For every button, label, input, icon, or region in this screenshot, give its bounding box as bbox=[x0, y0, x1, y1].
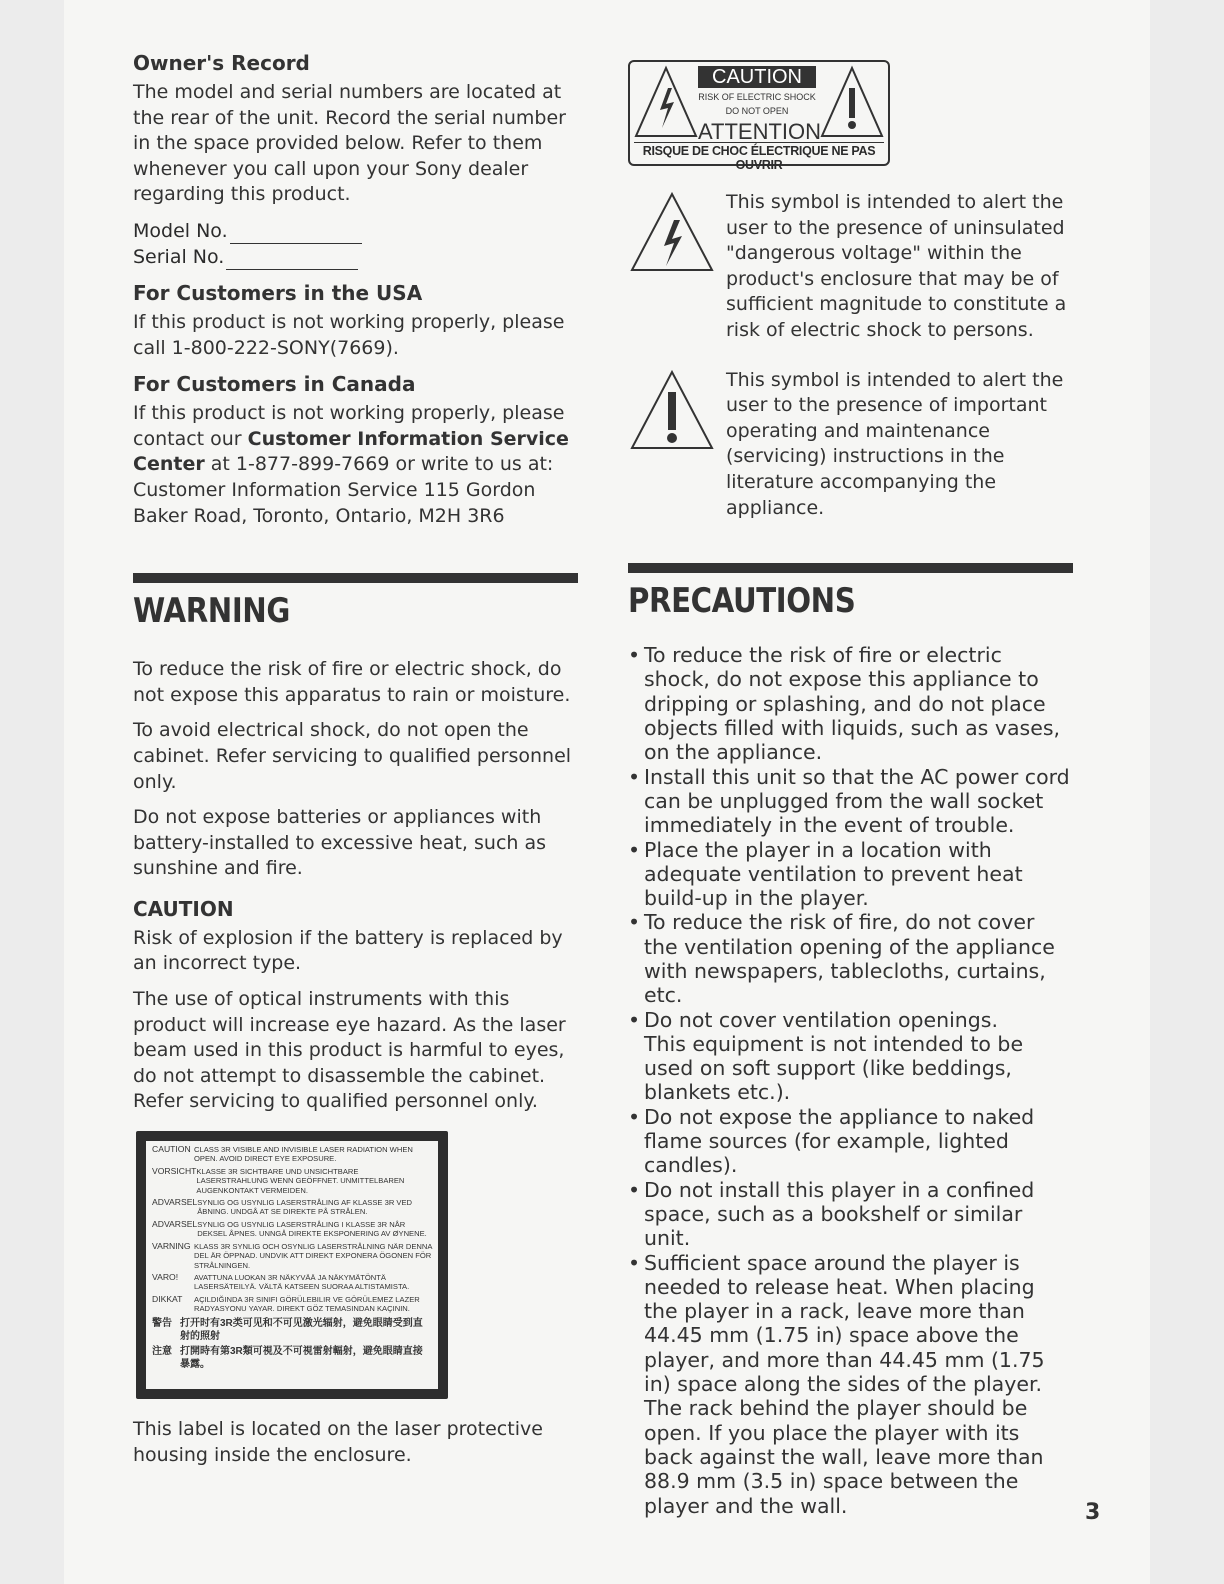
precaution-item: • Sufficient space around the player is needed to release heat. When placing the player in a rack, leave more than 44.45 mm (1.75 in) space above the player, and more than 44.45 mm (1.75 in) space along the sides of the player. The rack behind the player should be open. If you place the player with its back against the wall, leave more than 88.9 mm (3.5 in) space between the player and the wall. bbox=[628, 1251, 1073, 1518]
caution-sign-title: CAUTION bbox=[698, 66, 816, 88]
precaution-item-text: Do not cover ventilation openings. bbox=[644, 1007, 999, 1032]
canada-body-pre: If this product is not working properly, please contact our bbox=[133, 402, 565, 450]
laser-label-row-text: SYNLIG OG USYNLIG LASERSTRÅLING AF KLASSE 3R VED ÅBNING. UNDGÅ AT SE DIREKTE PÅ STRÅLEN. bbox=[197, 1198, 413, 1217]
precaution-item: • To reduce the risk of fire, do not cover the ventilation opening of the appliance with newspapers, tablecloths, curtains, etc. bbox=[628, 910, 1073, 1007]
laser-label-cjk-text: 打开时有3R类可见和不可见激光辐射，避免眼睛受到直射的照射 bbox=[180, 1317, 423, 1342]
model-no-field bbox=[133, 218, 578, 244]
exclamation-bar-icon bbox=[849, 88, 855, 118]
exclamation-symbol-row bbox=[628, 368, 1073, 522]
precaution-item-ventilation bbox=[628, 1008, 1073, 1105]
lightning-warning-icon bbox=[628, 190, 718, 274]
laser-label-row-text: KLASS 3R SYNLIG OCH OSYNLIG LASERSTRÅLNING NÄR DENNA DEL ÄR ÖPPNAD. UNDVIK ATT DIREKT EXPONERA ÖGONEN FÖR STRÅLNINGEN. bbox=[194, 1241, 433, 1270]
caution-sign-attention: ATTENTION bbox=[698, 119, 822, 144]
serial-no-line bbox=[226, 251, 358, 270]
laser-label-cjk-row bbox=[152, 1317, 432, 1343]
usa-body: If this product is not working properly, please call 1-800-222-SONY(7669). bbox=[133, 310, 565, 359]
warning-p3: Do not expose batteries or appliances with battery-installed to excessive heat, such as sunshine and fire. bbox=[133, 806, 547, 880]
laser-label-row-label: DIKKAT bbox=[152, 1293, 183, 1304]
lightning-symbol-text: This symbol is intended to alert the user to the presence of uninsulated "dangerous voltage" within the product's enclosure that may be of sufficient magnitude to constitute a risk of electric shock to persons. bbox=[726, 191, 1067, 341]
warning-rule bbox=[133, 573, 578, 583]
precautions-rule bbox=[628, 563, 1073, 573]
laser-label-row-label: CAUTION bbox=[152, 1144, 191, 1155]
exclamation-symbol-text: This symbol is intended to alert the user to the presence of important operating and maintenance (servicing) instructions in the literature accompanying the appliance. bbox=[726, 368, 1064, 519]
caution-p1: Risk of explosion if the battery is replaced by an incorrect type. bbox=[133, 926, 563, 975]
caution-sign-line2: DO NOT OPEN bbox=[725, 106, 789, 116]
owners-record-body: The model and serial numbers are located at the rear of the unit. Record the serial number in the space provided below. Refer to them whenever you call upon your Sony dealer regarding this product. bbox=[133, 81, 566, 206]
lightning-bolt-icon bbox=[660, 88, 674, 128]
precaution-item-sub: This equipment is not intended to be used on soft support (like beddings, blankets etc.). bbox=[644, 1031, 1024, 1105]
laser-label-row-text: SYNLIG OG USYNLIG LASERSTRÅLING I KLASSE 3R NÅR DEKSEL ÅPNES. UNNGÅ DIREKTE EKSPONERING AV ØYNENE. bbox=[197, 1219, 427, 1239]
model-no-label: Model No. bbox=[133, 219, 228, 242]
canada-body bbox=[133, 401, 578, 529]
caution-heading: CAUTION bbox=[133, 896, 234, 921]
laser-label-row-text: AVATTUNA LUOKAN 3R NÄKYVÄÄ JA NÄKYMÄTÖNTÄ LASERSÄTEILYÄ. VÄLTÄ KATSEEN SUORAA ALTISTAMISTA. bbox=[194, 1272, 410, 1292]
laser-label-row bbox=[152, 1273, 432, 1292]
caution-p3: Refer servicing to qualified personnel only. bbox=[133, 1090, 538, 1113]
model-no-line bbox=[230, 225, 362, 244]
canada-body-bold: Customer Information Service Center bbox=[133, 427, 569, 476]
lightning-symbol-row bbox=[628, 190, 1073, 344]
laser-label-cjk-label: 注意 bbox=[152, 1345, 172, 1357]
exclamation-dot-icon bbox=[848, 121, 856, 129]
warning-heading: WARNING bbox=[133, 591, 290, 632]
caution-sign-divider bbox=[634, 142, 884, 143]
laser-label-caption: This label is located on the laser protective housing inside the enclosure. bbox=[133, 1418, 543, 1466]
warning-p1: To reduce the risk of fire or electric shock, do not expose this apparatus to rain or moisture. bbox=[133, 658, 571, 706]
laser-label-row-text: KLASSE 3R SICHTBARE UND UNSICHTBARE LASERSTRAHLUNG WENN GEÖFFNET. UNMITTELBAREN AUGENKONTAKT VERMEIDEN. bbox=[196, 1166, 405, 1195]
precautions-heading: PRECAUTIONS bbox=[628, 581, 856, 622]
caution-sign bbox=[628, 60, 890, 172]
canada-heading: For Customers in Canada bbox=[133, 372, 416, 397]
laser-label-row-text: AÇILDIĞINDA 3R SINIFI GÖRÜLEBILIR VE GÖRÜLEMEZ LAZER RADYASYONU YAYAR. DIREKT GÖZ TEMASINDAN KAÇININ. bbox=[194, 1294, 420, 1314]
laser-label-row bbox=[152, 1295, 432, 1314]
precaution-item: • To reduce the risk of fire or electric shock, do not expose this appliance to dripping or splashing, and do not place objects filled with liquids, such as vases, on the appliance. bbox=[628, 643, 1073, 764]
owners-record-heading: Owner's Record bbox=[133, 51, 310, 75]
right-column bbox=[628, 60, 1073, 1518]
laser-label-cjk-label: 警告 bbox=[152, 1317, 172, 1329]
laser-label-cjk-text: 打開時有第3R類可視及不可視雷射輻射，避免眼睛直接暴露。 bbox=[180, 1345, 423, 1370]
laser-label-row bbox=[152, 1242, 432, 1270]
laser-label-row-label: VARO! bbox=[152, 1271, 179, 1282]
laser-label-row bbox=[152, 1220, 432, 1239]
left-column bbox=[133, 50, 578, 1478]
page-number: 3 bbox=[1085, 1500, 1101, 1525]
precaution-item: • Place the player in a location with adequate ventilation to prevent heat build-up in the player. bbox=[628, 838, 1073, 911]
laser-label-row bbox=[152, 1198, 432, 1217]
laser-label-cjk-row bbox=[152, 1345, 432, 1371]
caution-sign-line1: RISK OF ELECTRIC SHOCK bbox=[698, 92, 816, 102]
laser-label-row-label: ADVARSEL bbox=[152, 1218, 198, 1229]
laser-label-inner bbox=[146, 1141, 438, 1389]
laser-label-row-text: CLASS 3R VISIBLE AND INVISIBLE LASER RADIATION WHEN OPEN. AVOID DIRECT EYE EXPOSURE. bbox=[194, 1145, 413, 1164]
precaution-item: • Install this unit so that the AC power cord can be unplugged from the wall socket immediately in the event of trouble. bbox=[628, 765, 1073, 838]
laser-label-row bbox=[152, 1167, 432, 1195]
laser-label-row bbox=[152, 1145, 432, 1164]
precautions-list bbox=[628, 643, 1073, 1518]
precaution-item: • Do not install this player in a confined space, such as a bookshelf or similar unit. bbox=[628, 1178, 1073, 1251]
serial-no-field bbox=[133, 244, 578, 270]
usa-heading: For Customers in the USA bbox=[133, 280, 423, 305]
canada-body-post: at 1-877-899-7669 or write to us at: Customer Information Service 115 Gordon Baker Road, Toronto, Ontario, M2H 3R6 bbox=[133, 453, 554, 527]
caution-p2: The use of optical instruments with this product will increase eye hazard. As the laser beam used in this product is harmful to eyes, do not attempt to disassemble the cabinet. bbox=[133, 988, 566, 1087]
exclamation-warning-icon bbox=[628, 368, 718, 452]
laser-label bbox=[136, 1131, 448, 1399]
laser-label-row-label: ADVARSEL bbox=[152, 1197, 198, 1208]
laser-label-row-label: VARNING bbox=[152, 1240, 191, 1251]
warning-p2: To avoid electrical shock, do not open the cabinet. Refer servicing to qualified personnel only. bbox=[133, 719, 572, 793]
caution-sign-risque: RISQUE DE CHOC ÉLECTRIQUE NE PAS OUVRIR bbox=[642, 144, 876, 172]
serial-no-label: Serial No. bbox=[133, 245, 225, 268]
laser-label-row-label: VORSICHT bbox=[152, 1165, 197, 1176]
precaution-item: • Do not expose the appliance to naked flame sources (for example, lighted candles). bbox=[628, 1105, 1073, 1178]
